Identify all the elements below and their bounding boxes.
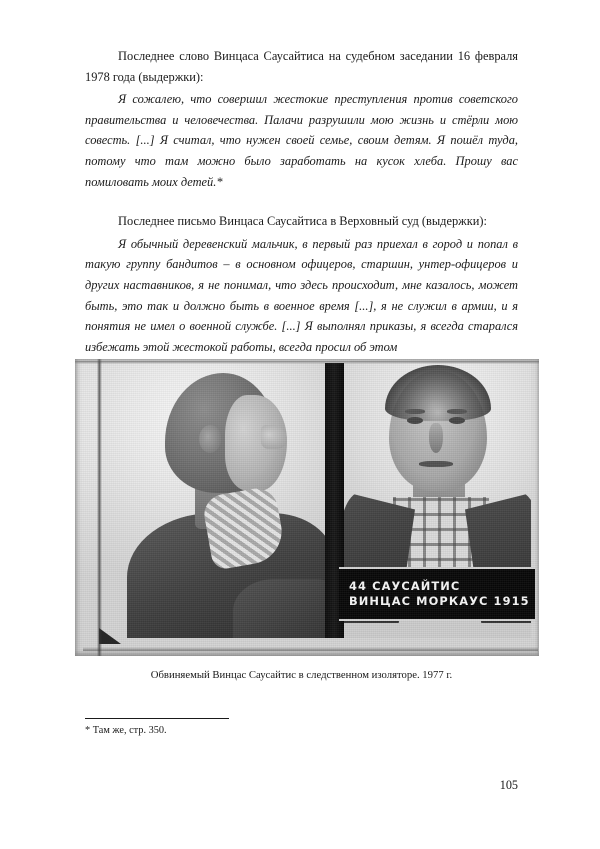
identification-placard (339, 567, 535, 621)
footnote-separator (85, 718, 229, 719)
frontal-eyebrow-right (447, 409, 467, 414)
photograph-image (75, 359, 539, 656)
photo-scan-edge-bottom (83, 647, 538, 651)
profile-arm (233, 579, 325, 638)
photo-scan-edge-top (75, 361, 539, 364)
page-body-text (85, 46, 518, 357)
frontal-nose (429, 423, 443, 453)
page-number: 105 (499, 778, 518, 792)
photo-scan-edge-left (97, 359, 102, 656)
paragraph-intro-supreme-court-letter: Последнее письмо Винцаса Саусайтиса в Верховный суд (выдержки): (118, 214, 487, 229)
frontal-eye-right (449, 417, 465, 424)
figure-mugshot-photograph (75, 359, 539, 656)
paragraph-quote-supreme-court-letter: Я обычный деревенский мальчик, в первый раз приехал в город и попал в такую группу бандитов – в основном офицеров, старшин, унтер-офицеров и других наставников, я не понимал, что здесь происходит, мне казалось, может быть, это так и должно быть в военное время [...], я не служил в армии, и я понятия не имел о военной службе. [...] Я выполнял приказы, я всегда старался избежать этой жестокой работы, всегда просил об этом (85, 236, 518, 354)
frontal-eyebrow-left (405, 409, 425, 414)
footnote-text: * Там же, стр. 350. (85, 725, 167, 736)
paragraph-quote-court-statement: Я сожалею, что совершил жестокие преступления против советского правительства и человечества. Палачи разрушили мою жизнь и стёрли мою совесть. [...] Я считал, что нужен своей семье, своим детям. Я пошёл туда, потому что там можно было заработать на кусок хлеба. Прошу вас помиловать моих детей.* (85, 92, 518, 189)
figure-caption: Обвиняемый Винцас Саусайтис в следственном изоляторе. 1977 г. (150, 669, 453, 681)
mugshot-panel-profile (103, 363, 325, 638)
placard-line-details: ВИНЦАС МОРКАУС 1915 (349, 594, 530, 608)
placard-line-name: 44 САУСАЙТИС (349, 579, 461, 593)
frontal-eye-left (407, 417, 423, 424)
profile-ear (199, 425, 221, 453)
frontal-mouth (419, 461, 453, 467)
paragraph-intro-court-statement: Последнее слово Винцаса Саусайтиса на судебном заседании 16 февраля 1978 года (выдержки): (85, 49, 518, 84)
paragraph-spacer (85, 192, 518, 211)
